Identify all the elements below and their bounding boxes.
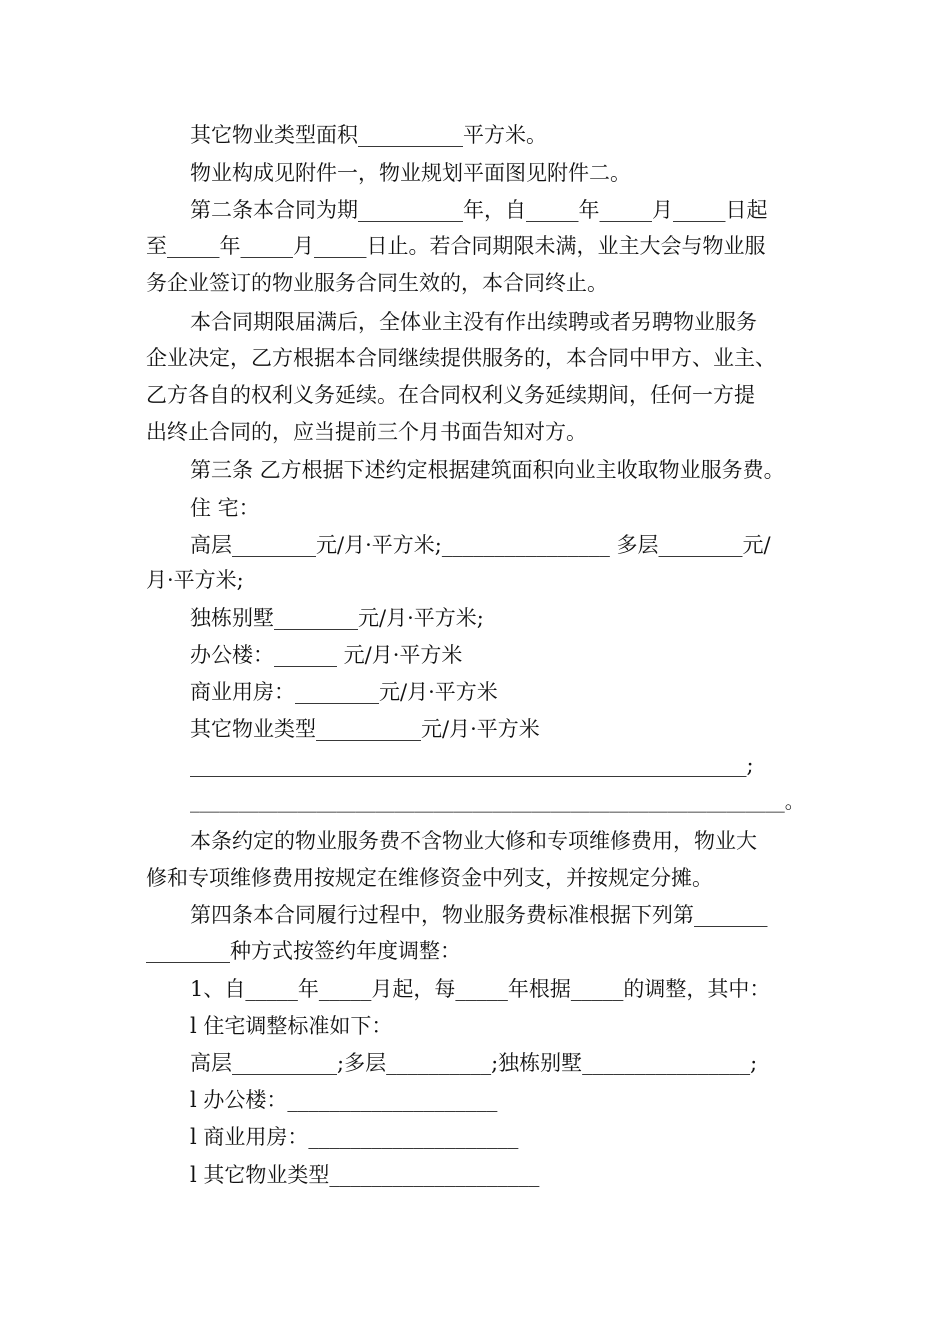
text-line: 乙方各自的权利义务延续。在合同权利义务延续期间，任何一方提 [146,383,755,407]
text-line: 办公楼：______ 元/月·平方米 [190,643,463,667]
text-line: ________种方式按签约年度调整： [146,939,461,963]
text-line: 务企业签订的物业服务合同生效的，本合同终止。 [146,271,608,295]
text-line: 第二条本合同为期__________年，自_____年_____月_____日起 [190,198,768,222]
text-line: 第三条 乙方根据下述约定根据建筑面积向业主收取物业服务费。 [190,458,785,482]
text-line: 物业构成见附件一，物业规划平面图见附件二。 [190,161,631,185]
text-line: l 住宅调整标准如下： [190,1014,393,1038]
text-line: l 商业用房：____________________ [190,1125,519,1149]
text-line: _____________________________________________________________。 [190,790,805,813]
text-line: 第四条本合同履行过程中，物业服务费标准根据下列第_______ [190,903,768,927]
text-line: 商业用房：________元/月·平方米 [190,680,498,704]
text-line: 出终止合同的，应当提前三个月书面告知对方。 [146,420,587,444]
text-line: _____________________________________________________; [190,753,754,777]
text-line: 企业决定，乙方根据本合同继续提供服务的，本合同中甲方、业主、 [146,346,776,370]
text-line: 本合同期限届满后，全体业主没有作出续聘或者另聘物业服务 [190,310,757,334]
text-line: 高层________元/月·平方米;________________ 多层________元/ [190,533,771,557]
text-line: 其它物业类型面积__________平方米。 [190,123,547,147]
text-line: 住 宅： [190,496,260,520]
text-line: 其它物业类型__________元/月·平方米 [190,717,540,741]
text-line: 至_____年_____月_____日止。若合同期限未满，业主大会与物业服 [146,234,766,258]
text-line: 修和专项维修费用按规定在维修资金中列支，并按规定分摊。 [146,866,713,890]
text-line: 本条约定的物业服务费不含物业大修和专项维修费用，物业大 [190,829,757,853]
text-line: 月·平方米; [146,568,244,592]
text-line: l 其它物业类型____________________ [190,1163,540,1187]
text-line: 独栋别墅________元/月·平方米; [190,606,484,630]
text-line: 1、自_____年_____月起，每_____年根据_____的调整，其中： [190,977,771,1001]
text-line: l 办公楼：____________________ [190,1088,498,1112]
text-line: 高层__________;多层__________;独栋别墅________________; [190,1051,758,1075]
